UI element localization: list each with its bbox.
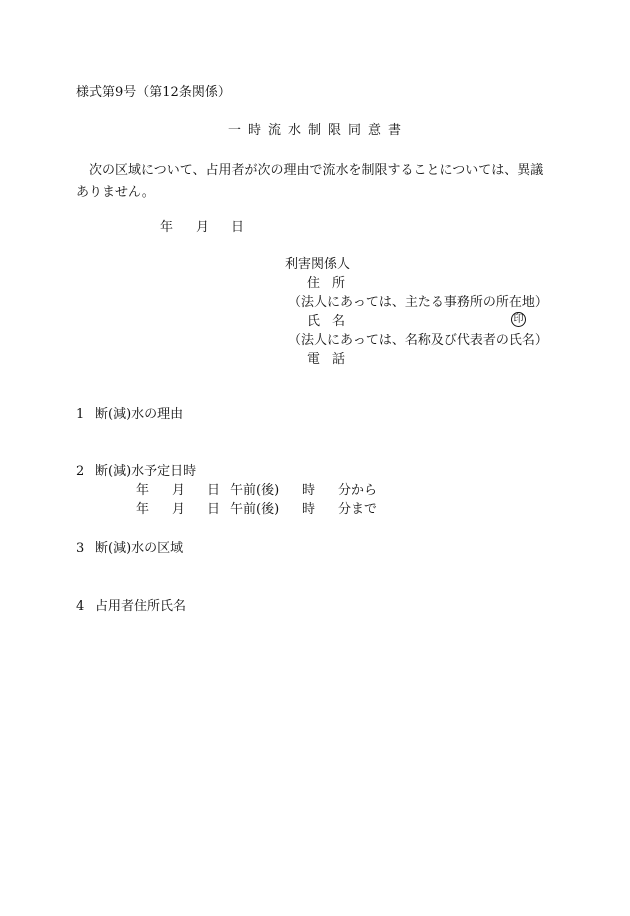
address-label: 住所 — [307, 276, 358, 291]
seal-mark-icon: 印 — [511, 312, 526, 327]
section-2-label: 断(減)水予定日時 — [95, 464, 197, 479]
section-1-label: 断(減)水の理由 — [95, 407, 184, 422]
name-label: 氏名 — [307, 314, 358, 329]
address-note: （法人にあっては、主たる事務所の所在地） — [288, 295, 548, 310]
schedule-start-month: 月 — [172, 483, 186, 498]
section-1-number: 1 — [76, 407, 85, 422]
schedule-start-ampm: 午前(後) — [230, 483, 280, 498]
section-4-number: 4 — [76, 599, 85, 614]
schedule-end-ampm: 午前(後) — [230, 502, 280, 517]
schedule-end-suffix: 分まで — [338, 502, 378, 517]
interested-party-heading: 利害関係人 — [285, 257, 351, 272]
name-note: （法人にあっては、名称及び代表者の氏名） — [288, 333, 548, 348]
schedule-end-year: 年 — [136, 502, 150, 517]
phone-label: 電話 — [307, 352, 358, 367]
schedule-end-hour: 時 — [302, 502, 316, 517]
date-day-label: 日 — [231, 220, 245, 235]
date-year-label: 年 — [160, 220, 174, 235]
schedule-start-day: 日 — [207, 483, 221, 498]
form-number: 様式第9号（第12条関係） — [76, 85, 231, 100]
section-2-number: 2 — [76, 464, 85, 479]
section-3-number: 3 — [76, 541, 85, 556]
section-3-label: 断(減)水の区域 — [95, 541, 184, 556]
document-title: 一時流水制限同意書 — [228, 123, 409, 138]
schedule-start-year: 年 — [136, 483, 150, 498]
schedule-start-suffix: 分から — [338, 483, 378, 498]
date-month-label: 月 — [196, 220, 210, 235]
consent-statement: 次の区域について、占用者が次の理由で流水を制限することについては、異議ありません。 — [76, 163, 544, 200]
schedule-start-hour: 時 — [302, 483, 316, 498]
schedule-end-month: 月 — [172, 502, 186, 517]
section-4-label: 占用者住所氏名 — [95, 599, 187, 614]
schedule-end-day: 日 — [207, 502, 221, 517]
